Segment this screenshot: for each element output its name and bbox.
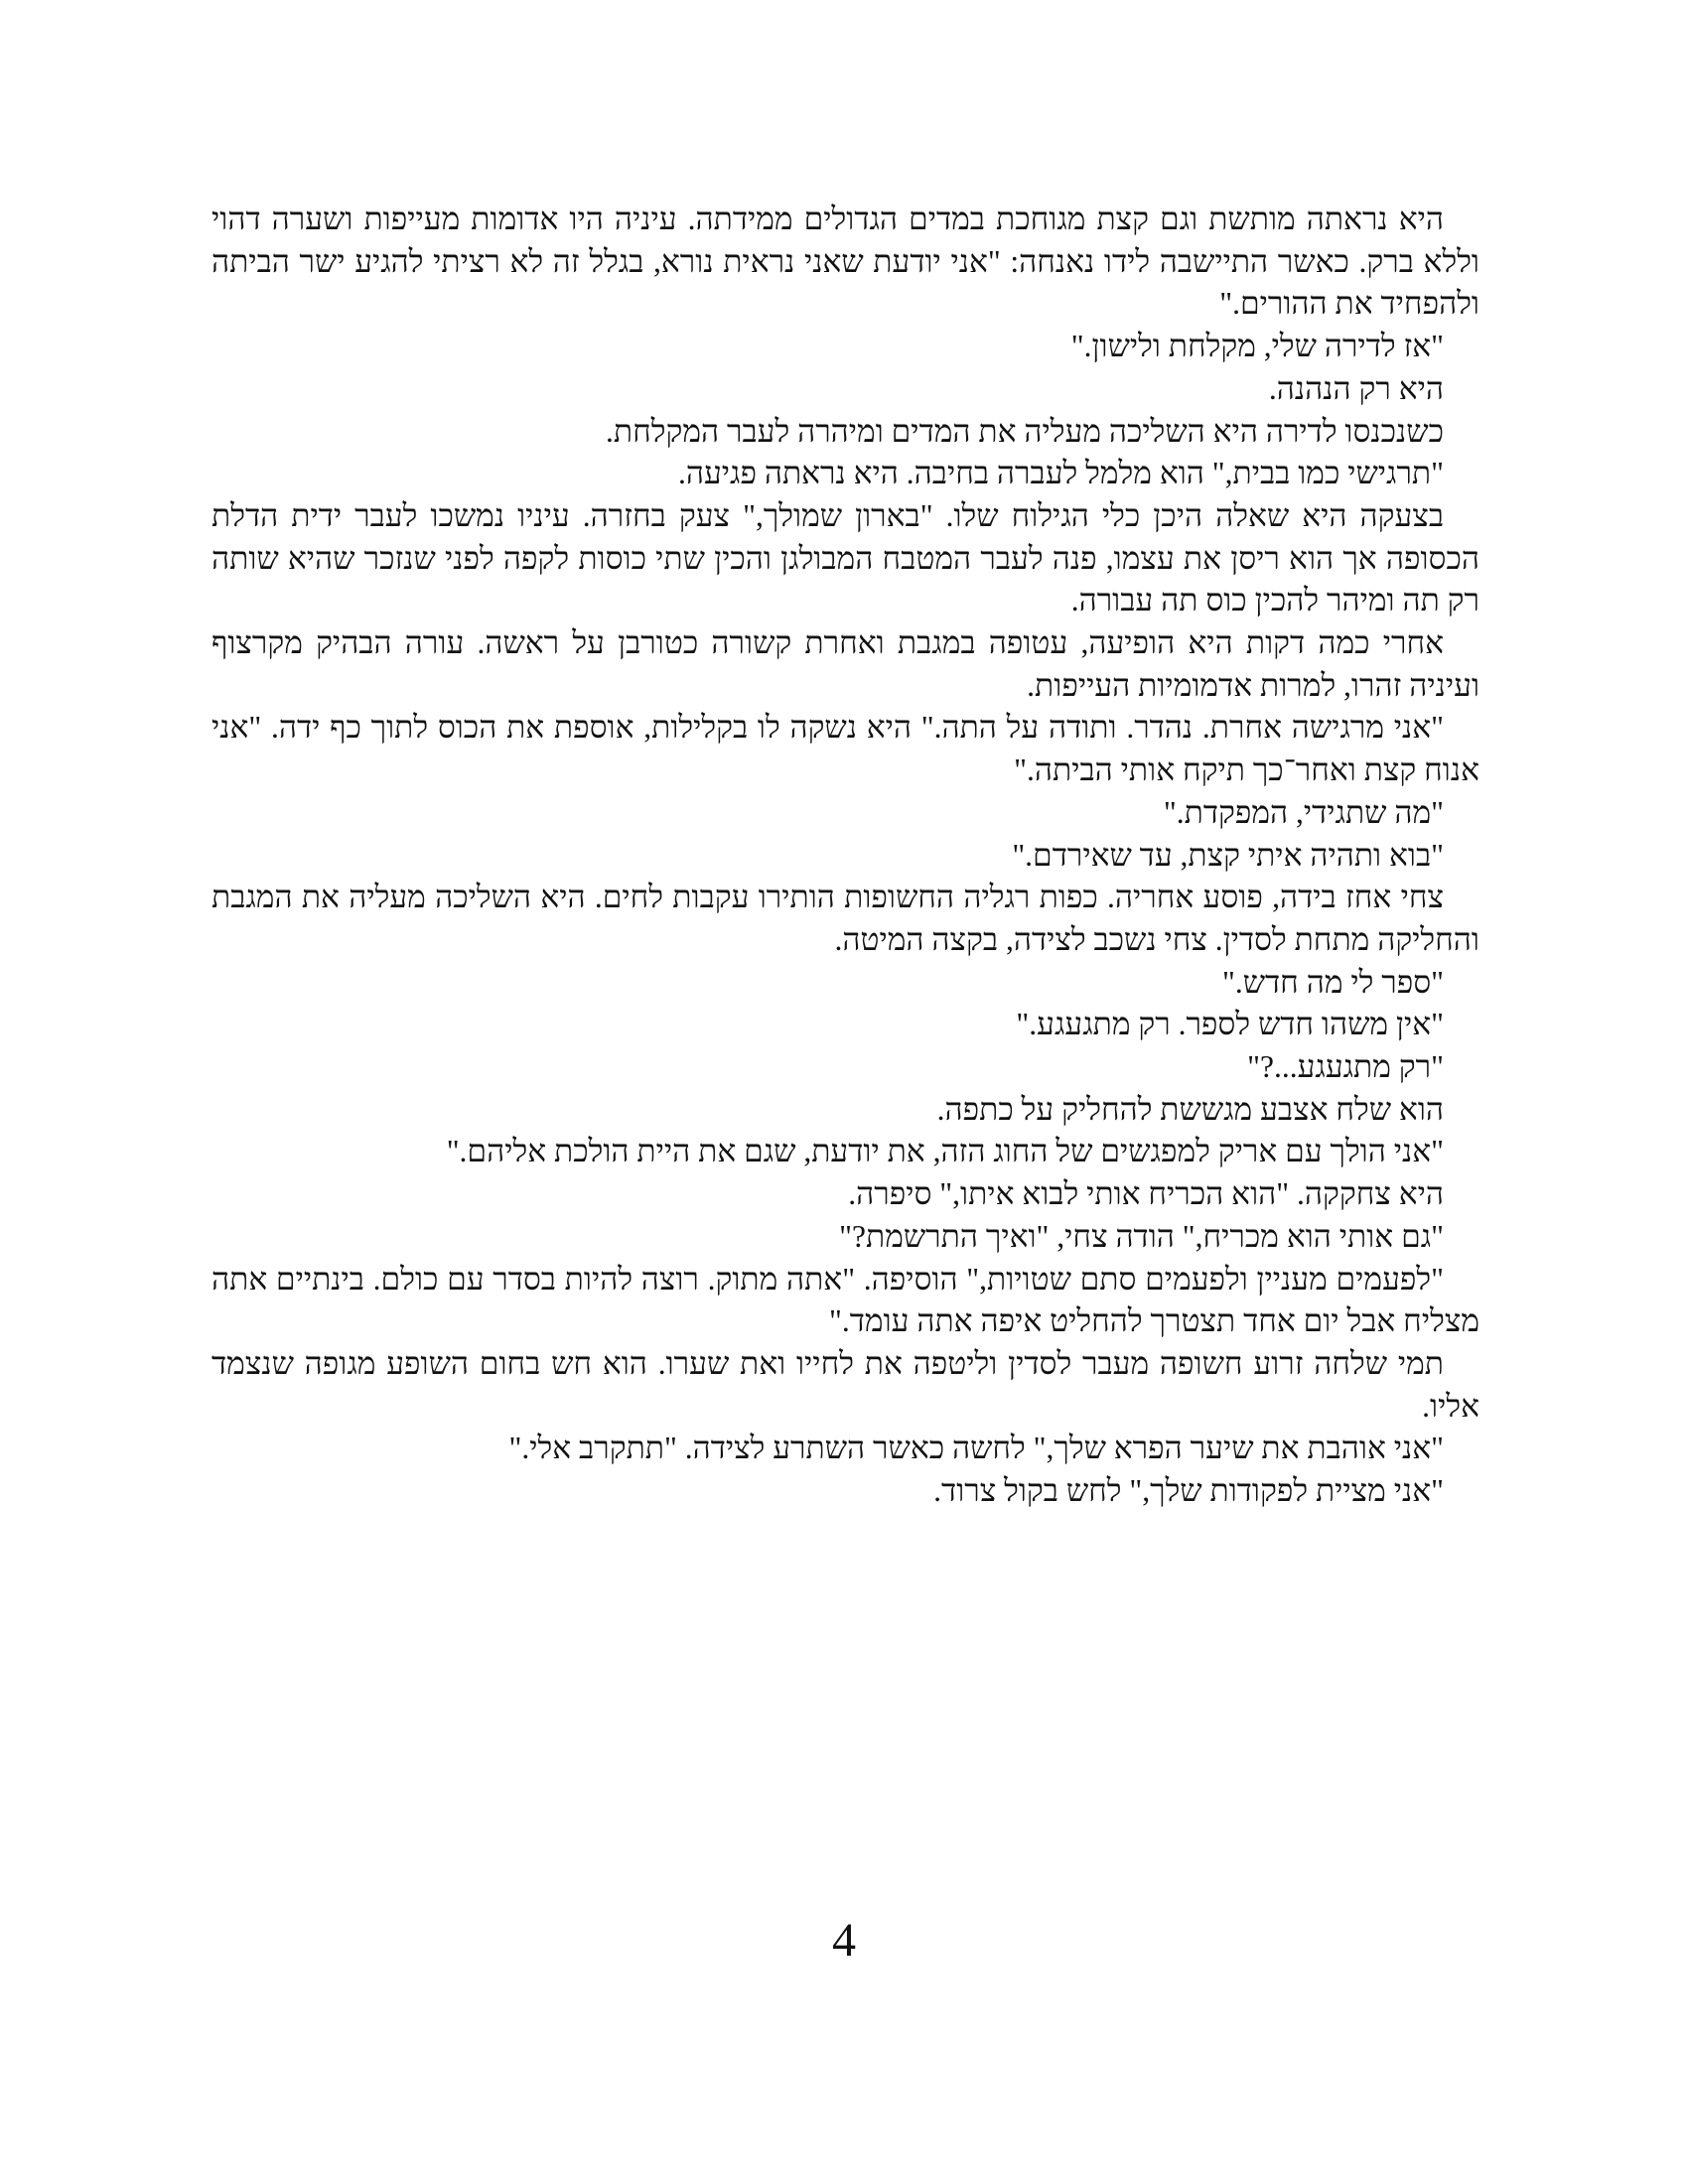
page-number: 4 bbox=[832, 1914, 856, 1967]
paragraph: "רק מתגעגע...?" bbox=[1247, 1049, 1444, 1085]
paragraph: "אני מרגישה אחרת. נהדר. ותודה על התה." היא נשקה לו בקלילות, אוספת את הכוס לתוך כף ידה. "אני אנוח קצת ואחר־כך תיקח אותי הביתה." bbox=[211, 710, 1479, 788]
paragraph: צחי אחז בידה, פוסע אחריה. כפות רגליה החשופות הותירו עקבות לחים. היא השליכה מעליה את המגבת והחליקה מתחת לסדין. צחי נשכב לצידה, בקצה המיטה. bbox=[211, 880, 1479, 957]
paragraph: אחרי כמה דקות היא הופיעה, עטופה במגבת ואחרת קשורה כטורבן על ראשה. עורה הבהיק מקרצוף ועיניה זהרו, למרות אדמומיות העייפות. bbox=[211, 625, 1479, 703]
paragraph: "תרגישי כמו בבית," הוא מלמל לעברה בחיבה. היא נראתה פגיעה. bbox=[677, 456, 1444, 491]
body-text bbox=[211, 199, 1479, 1513]
paragraph: היא צחקקה. "הוא הכריח אותי לבוא איתו," סיפרה. bbox=[848, 1176, 1444, 1212]
paragraph: "בוא ותהיה איתי קצת, עד שאירדם." bbox=[1012, 837, 1444, 873]
paragraph: "גם אותי הוא מכריח," הודה צחי, "ואיך התרשמת?" bbox=[839, 1218, 1444, 1254]
paragraph: הוא שלח אצבע מגששת להחליק על כתפה. bbox=[936, 1091, 1444, 1127]
paragraph: "אני מציית לפקודות שלך," לחש בקול צרוד. bbox=[933, 1473, 1444, 1509]
paragraph: "ספר לי מה חדש." bbox=[1222, 964, 1444, 1000]
paragraph: "לפעמים מעניין ולפעמים סתם שטויות," הוסיפה. "אתה מתוק. רוצה להיות בסדר עם כולם. בינתיים אתה מצליח אבל יום אחד תצטרך להחליט איפה אתה עומד." bbox=[211, 1261, 1479, 1339]
paragraph: היא רק הנהנה. bbox=[1268, 370, 1444, 406]
paragraph: תמי שלחה זרוע חשופה מעבר לסדין וליטפה את לחייו ואת שערו. הוא חש בחום השופע מגופה שנצמד אליו. bbox=[211, 1345, 1479, 1424]
paragraph: היא נראתה מותשת וגם קצת מגוחכת במדים הגדולים ממידתה. עיניה היו אדומות מעייפות ושערה דהוי וללא ברק. כאשר התיישבה לידו נאנחה: "אני יודעת שאני נראית נורא, בגלל זה לא רציתי להגיע ישר הביתה ולהפחיד את ההורים." bbox=[211, 202, 1479, 322]
paragraph: "מה שתגידי, המפקדת." bbox=[1163, 794, 1444, 830]
paragraph: "אז לדירה שלי, מקלחת ולישון." bbox=[1070, 329, 1444, 364]
paragraph: "אני הולך עם אריק למפגשים של החוג הזה, את יודעת, שגם את היית הולכת אליהם." bbox=[446, 1134, 1444, 1169]
paragraph: "אין משהו חדש לספר. רק מתגעגע." bbox=[1016, 1007, 1444, 1042]
paragraph: בצעקה היא שאלה היכן כלי הגילוח שלו. "בארון שמולך," צעק בחזרה. עיניו נמשכו לעבר ידית הדלת הכסופה אך הוא ריסן את עצמו, פנה לעבר המטבח המבולגן והכין שתי כוסות לקפה לפני שנזכר שהיא שותה רק תה ומיהר להכין כוס תה עבורה. bbox=[211, 497, 1479, 618]
paragraph: כשנכנסו לדירה היא השליכה מעליה את המדים ומיהרה לעבר המקלחת. bbox=[606, 413, 1444, 449]
paragraph: "אני אוהבת את שיער הפרא שלך," לחשה כאשר השתרע לצידה. "תתקרב אלי." bbox=[508, 1431, 1444, 1466]
